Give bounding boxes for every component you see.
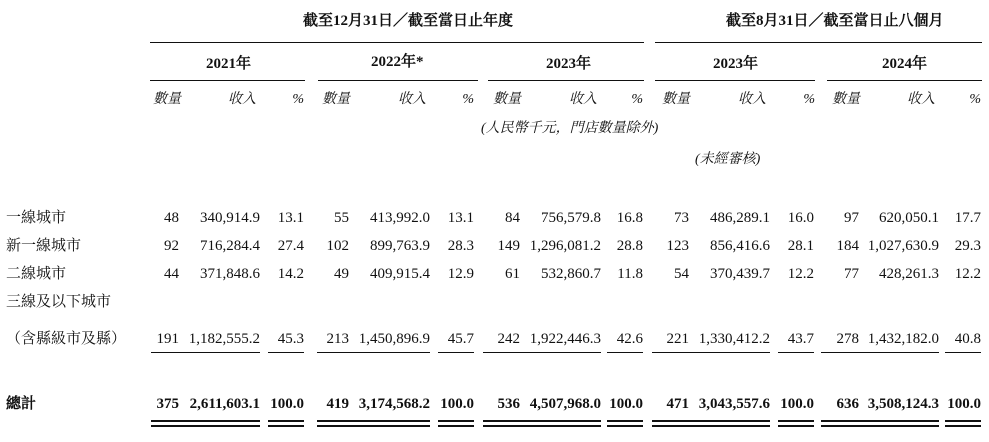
table-cell: 1,027,630.9 bbox=[867, 238, 939, 254]
total-double-rule-bottom bbox=[438, 425, 474, 427]
table-cell: 73 bbox=[674, 210, 689, 226]
subheader-revenue: 收入 bbox=[738, 92, 766, 107]
group-underline-yearly bbox=[150, 42, 644, 43]
table-cell: 84 bbox=[505, 210, 520, 226]
row-label-total: 總計 bbox=[6, 396, 37, 412]
total-cell: 636 bbox=[836, 396, 859, 412]
table-cell: 413,992.0 bbox=[370, 210, 430, 226]
table-cell: 1,450,896.9 bbox=[358, 331, 430, 347]
table-cell: 428,261.3 bbox=[879, 266, 939, 282]
subtotal-rule bbox=[607, 352, 643, 353]
total-double-rule-bottom bbox=[483, 425, 601, 427]
table-cell: 45.7 bbox=[447, 331, 474, 347]
total-cell: 100.0 bbox=[947, 396, 981, 412]
table-cell: 371,848.6 bbox=[200, 266, 260, 282]
unit-note: (人民幣千元，門店數量除外) bbox=[481, 121, 659, 136]
total-double-rule-top bbox=[483, 420, 601, 422]
table-cell: 149 bbox=[497, 238, 520, 254]
year-header-2021: 2021年 bbox=[206, 56, 252, 72]
table-cell: 28.1 bbox=[787, 238, 814, 254]
subheader-pct: % bbox=[462, 92, 474, 107]
table-cell: 191 bbox=[156, 331, 179, 347]
total-double-rule-top bbox=[778, 420, 814, 422]
table-cell: 16.0 bbox=[787, 210, 814, 226]
subheader-pct: % bbox=[292, 92, 304, 107]
subheader-count: 數量 bbox=[662, 92, 690, 107]
table-cell: 13.1 bbox=[277, 210, 304, 226]
table-cell: 49 bbox=[334, 266, 349, 282]
total-double-rule-bottom bbox=[652, 425, 770, 427]
table-cell: 899,763.9 bbox=[370, 238, 430, 254]
table-cell: 123 bbox=[666, 238, 689, 254]
total-cell: 4,507,968.0 bbox=[529, 396, 601, 412]
total-cell: 419 bbox=[326, 396, 349, 412]
table-cell: 370,439.7 bbox=[710, 266, 770, 282]
table-cell: 1,296,081.2 bbox=[529, 238, 601, 254]
table-cell: 340,914.9 bbox=[200, 210, 260, 226]
table-cell: 1,432,182.0 bbox=[867, 331, 939, 347]
total-cell: 3,043,557.6 bbox=[698, 396, 770, 412]
table-cell: 856,416.6 bbox=[710, 238, 770, 254]
total-cell: 100.0 bbox=[780, 396, 814, 412]
total-cell: 375 bbox=[156, 396, 179, 412]
total-double-rule-bottom bbox=[778, 425, 814, 427]
table-cell: 77 bbox=[844, 266, 859, 282]
total-double-rule-top bbox=[652, 420, 770, 422]
table-cell: 29.3 bbox=[954, 238, 981, 254]
total-double-rule-top bbox=[320, 420, 430, 422]
total-double-rule-top bbox=[945, 420, 981, 422]
table-cell: 11.8 bbox=[617, 266, 643, 282]
table-cell: 40.8 bbox=[954, 331, 981, 347]
table-cell: 27.4 bbox=[277, 238, 304, 254]
subheader-revenue: 收入 bbox=[907, 92, 935, 107]
table-cell: 97 bbox=[844, 210, 859, 226]
table-cell: 12.2 bbox=[787, 266, 814, 282]
table-cell: 756,579.8 bbox=[541, 210, 601, 226]
table-cell: 61 bbox=[505, 266, 520, 282]
table-cell: 213 bbox=[326, 331, 349, 347]
table-cell: 1,182,555.2 bbox=[188, 331, 260, 347]
year-underline-2023-8m bbox=[655, 80, 815, 81]
subheader-revenue: 收入 bbox=[228, 92, 256, 107]
total-cell: 100.0 bbox=[440, 396, 474, 412]
table-cell: 242 bbox=[497, 331, 520, 347]
table-cell: 532,860.7 bbox=[541, 266, 601, 282]
table-cell: 1,330,412.2 bbox=[698, 331, 770, 347]
total-cell: 100.0 bbox=[270, 396, 304, 412]
year-underline-2022 bbox=[318, 80, 478, 81]
group-underline-eight-months bbox=[655, 42, 982, 43]
subtotal-rule bbox=[483, 352, 601, 353]
table-cell: 16.8 bbox=[616, 210, 643, 226]
subtotal-rule bbox=[320, 352, 430, 353]
total-cell: 3,174,568.2 bbox=[358, 396, 430, 412]
table-cell: 42.6 bbox=[616, 331, 643, 347]
subheader-count: 數量 bbox=[153, 92, 181, 107]
total-double-rule-bottom bbox=[821, 425, 939, 427]
row-label-tier3-below: 三線及以下城市 bbox=[6, 294, 112, 310]
row-label-tier3-below-note: （含縣級市及縣） bbox=[6, 331, 127, 347]
total-double-rule-bottom bbox=[945, 425, 981, 427]
subheader-revenue: 收入 bbox=[569, 92, 597, 107]
subheader-count: 數量 bbox=[832, 92, 860, 107]
table-cell: 45.3 bbox=[277, 331, 304, 347]
subtotal-rule bbox=[778, 352, 814, 353]
year-header-2023-8m: 2023年 bbox=[713, 56, 759, 72]
group-header-eight-months: 截至8月31日／截至當日止八個月 bbox=[726, 13, 944, 29]
group-header-yearly: 截至12月31日／截至當日止年度 bbox=[303, 13, 514, 29]
table-cell: 716,284.4 bbox=[200, 238, 260, 254]
total-cell: 3,508,124.3 bbox=[867, 396, 939, 412]
subtotal-rule bbox=[821, 352, 939, 353]
year-underline-2021 bbox=[150, 80, 305, 81]
total-cell: 2,611,603.1 bbox=[189, 396, 260, 412]
subheader-count: 數量 bbox=[493, 92, 521, 107]
total-double-rule-top bbox=[607, 420, 643, 422]
table-cell: 409,915.4 bbox=[370, 266, 430, 282]
table-cell: 278 bbox=[836, 331, 859, 347]
subheader-revenue: 收入 bbox=[398, 92, 426, 107]
table-cell: 102 bbox=[326, 238, 349, 254]
subheader-pct: % bbox=[631, 92, 643, 107]
table-cell: 184 bbox=[836, 238, 859, 254]
total-double-rule-top bbox=[821, 420, 939, 422]
table-cell: 55 bbox=[334, 210, 349, 226]
table-cell: 28.3 bbox=[447, 238, 474, 254]
table-cell: 43.7 bbox=[787, 331, 814, 347]
year-header-2023: 2023年 bbox=[546, 56, 592, 72]
subtotal-rule bbox=[438, 352, 474, 353]
year-header-2024-8m: 2024年 bbox=[882, 56, 928, 72]
row-label-new-tier1: 新一線城市 bbox=[6, 238, 82, 254]
total-double-rule-bottom bbox=[320, 425, 430, 427]
total-double-rule-top bbox=[170, 420, 260, 422]
total-cell: 536 bbox=[497, 396, 520, 412]
subheader-count: 數量 bbox=[322, 92, 350, 107]
table-cell: 44 bbox=[164, 266, 179, 282]
total-cell: 471 bbox=[666, 396, 689, 412]
table-cell: 17.7 bbox=[954, 210, 981, 226]
total-double-rule-top bbox=[438, 420, 474, 422]
year-header-2022: 2022年* bbox=[371, 54, 424, 70]
total-double-rule-bottom bbox=[607, 425, 643, 427]
subtotal-rule bbox=[945, 352, 981, 353]
year-underline-2023 bbox=[488, 80, 644, 81]
table-cell: 620,050.1 bbox=[879, 210, 939, 226]
row-label-tier2: 二線城市 bbox=[6, 266, 67, 282]
table-cell: 54 bbox=[674, 266, 689, 282]
table-cell: 92 bbox=[164, 238, 179, 254]
total-double-rule-bottom bbox=[268, 425, 304, 427]
unaudited-note: (未經審核) bbox=[695, 152, 761, 167]
table-cell: 12.2 bbox=[954, 266, 981, 282]
table-cell: 12.9 bbox=[447, 266, 474, 282]
table-cell: 221 bbox=[666, 331, 689, 347]
total-double-rule-bottom bbox=[170, 425, 260, 427]
table-cell: 28.8 bbox=[616, 238, 643, 254]
subtotal-rule bbox=[268, 352, 304, 353]
subheader-pct: % bbox=[969, 92, 981, 107]
table-cell: 14.2 bbox=[277, 266, 304, 282]
total-double-rule-top bbox=[268, 420, 304, 422]
table-cell: 1,922,446.3 bbox=[529, 331, 601, 347]
subheader-pct: % bbox=[803, 92, 815, 107]
table-cell: 48 bbox=[164, 210, 179, 226]
table-cell: 13.1 bbox=[447, 210, 474, 226]
subtotal-rule bbox=[170, 352, 260, 353]
table-cell: 486,289.1 bbox=[710, 210, 770, 226]
year-underline-2024-8m bbox=[827, 80, 982, 81]
total-cell: 100.0 bbox=[609, 396, 643, 412]
subtotal-rule bbox=[652, 352, 770, 353]
row-label-tier1: 一線城市 bbox=[6, 210, 67, 226]
